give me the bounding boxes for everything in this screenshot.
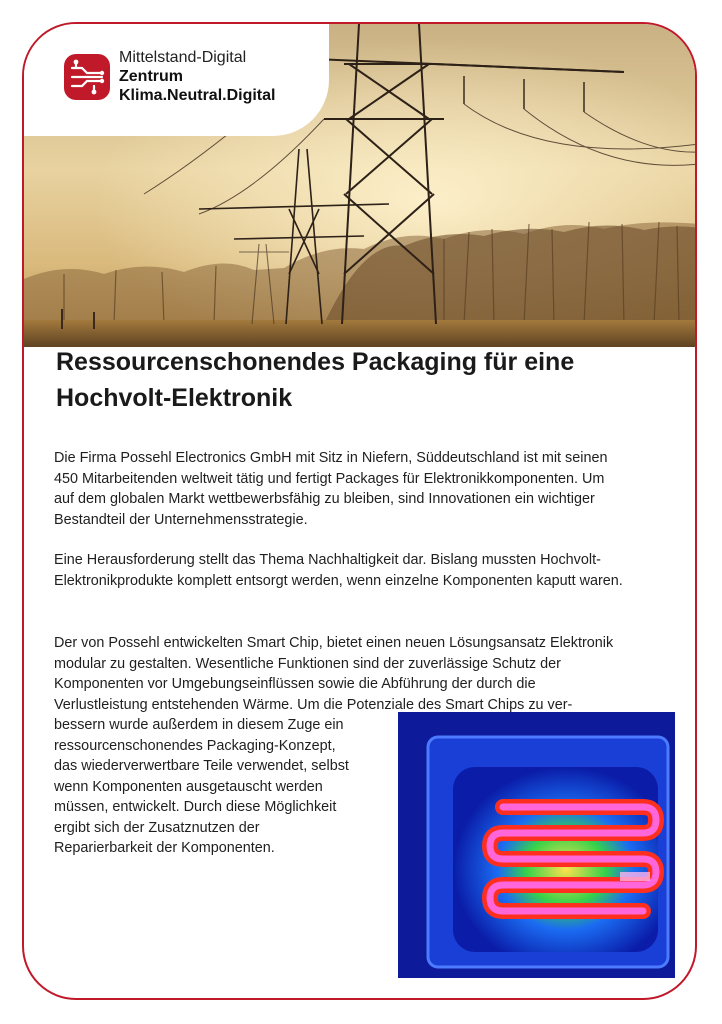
- logo-wordmark: [119, 48, 275, 105]
- paragraph-smart-chip: Der von Possehl entwickelten Smart Chip, bietet einen neuen Lösungsansatz Elektronik modular zu gestalten. Wesentliche Funktionen sind der zuverlässige Schutz der Komponenten vor Umgebungseinflüssen sowie die Abführung der durch die Verlustleistung entstehenden Wärme. Um die Potenziale des Smart Chips zu ver-: [54, 635, 614, 713]
- title-line-2: Hochvolt-Elektronik: [56, 384, 293, 412]
- title-line-1: Ressourcenschonendes Packaging für eine: [56, 348, 575, 376]
- logo-area: [24, 24, 329, 136]
- paragraph-challenge: Eine Herausforderung stellt das Thema Nachhaltigkeit dar. Bislang mussten Hochvolt-Elektronikprodukte komplett entsorgt werden, wenn einzelne Komponenten kaputt waren.: [54, 552, 623, 589]
- logo-line-zentrum: Zentrum: [119, 68, 183, 85]
- logo-line-mittelstand: Mittelstand-Digital: [119, 49, 247, 66]
- paragraph-packaging: bessern wurde außerdem in diesem Zuge ein ressourcenschonendes Packaging-Konzept, das wiederverwertbare Teile verwendet, selbst wenn Komponenten ausgetauscht werden müssen, entwickelt. Durch diese Möglichkeit ergibt sich der Zusatznutzen der Reparierbarkeit der Komponenten.: [54, 717, 349, 856]
- page-title: [56, 344, 636, 416]
- paragraph-intro: Die Firma Possehl Electronics GmbH mit Sitz in Niefern, Süddeutschland ist mit seinen 450 Mitarbeitenden weltweit tätig und fertigt Packages für Elektronikkomponenten. Um auf dem globalen Markt wettbewerbsfähig zu bleiben, sind Innovationen ein wichtiger Bestandteil der Unternehmensstrategie.: [54, 450, 608, 528]
- circuit-logo-icon: [64, 54, 110, 100]
- logo-line-klima: Klima.Neutral.Digital: [119, 87, 276, 104]
- thermal-image-heating-coil: [398, 712, 675, 978]
